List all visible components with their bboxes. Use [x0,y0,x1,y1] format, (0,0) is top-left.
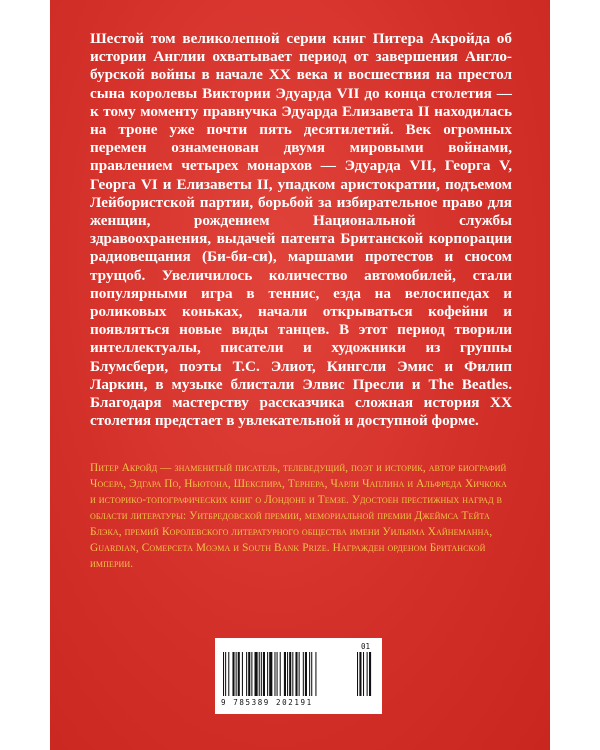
book-description: Шестой том великолепной серии книг Питера Акройда об истории Англии охватывает период от завершения Англо-бурской войны в начале XX века и восшествия на престол сына королевы Виктории Эдуарда VII до конца столетия — к тому моменту правнучка Эдуарда Елизавета II находилась на троне уже почти пять десятилетий. Век огромных перемен ознаменован двумя мировыми войнами, правлением четырех монархов — Эдуарда VII, Георга V, Георга VI и Елизаветы II, упадком аристократии, подъемом Лейбористской партии, борьбой за избирательное право для женщин, рождением Национальной службы здравоохранения, выдачей патента Британской корпорации радиовещания (Би-би-си), маршами протестов и сносом трущоб. Увеличилось количество автомобилей, стали популярными игра в теннис, езда на велосипедах и роликовых коньках, начали открываться кофейни и появляться новые виды танцев. В этот период творили интеллектуалы, писатели и художники из группы Блумсбери, поэты Т.С. Элиот, Кингсли Эмис и Филип Ларкин, в музыке блистали Элвис Пресли и The Beatles. Благодаря мастерству рассказчика сложная история XX столетия предстает в увлекательной и доступной форме. [90,30,512,430]
barcode-bar [277,652,278,696]
barcode-addon-bar [359,652,361,696]
barcode-bar [223,652,224,696]
barcode-bar [274,652,275,696]
barcode-bar [280,652,281,696]
barcode-addon-bar [363,652,364,696]
barcode-bar [284,652,286,696]
barcode-bar [315,652,316,696]
barcode-bar [238,652,240,696]
barcode-addon-bar [369,652,371,696]
barcode-bar [305,652,307,696]
barcode-bar [289,652,291,696]
isbn-number: 9 785389 202191 [221,698,313,707]
barcode-bar [261,652,262,696]
barcode-bar [259,652,260,696]
barcode-bar [236,652,237,696]
isbn-barcode [215,638,382,714]
barcode-bar [311,652,312,696]
author-bio: Питер Акройд — знаменитый писатель, телеведущий, поэт и историк, автор биографий Чосера, Эдгара По, Ньютона, Шекспира, Тернера, Чарли Чаплина и Альфреда Хичкока и историко-топографических книг о Лондоне и Темзе. Удостоен престижных наград в области литературы: Уитбредовской премии, мемориальной премии Джеймса Тейта Блэка, премий Королевского литературного общества имени Уильяма Хайнеманна, Guardian, Сомерсета Моэма и South Bank Prize. Награжден орденом Британской империи. [90,462,507,570]
barcode-bar [267,652,268,696]
barcode-bar [295,652,297,696]
barcode-bar [263,652,265,696]
barcode-addon-bar [367,652,368,696]
barcode-bar [309,652,310,696]
barcode-addon-bar [357,652,358,696]
barcode-bar [251,652,252,696]
barcode-bar [242,652,243,696]
barcode-bar [303,652,304,696]
barcode-bar [255,652,258,696]
barcode-bar [287,652,288,696]
back-cover [50,0,550,750]
barcode-addon: 01 [361,642,371,651]
barcode-bar [248,652,250,696]
barcode-bar [246,652,247,696]
barcode-bar [225,652,226,696]
barcode-bar [228,652,229,696]
barcode-bar [292,652,293,696]
barcode-bar [299,652,300,696]
barcode-bar [269,652,272,696]
barcode-bar [232,652,234,696]
